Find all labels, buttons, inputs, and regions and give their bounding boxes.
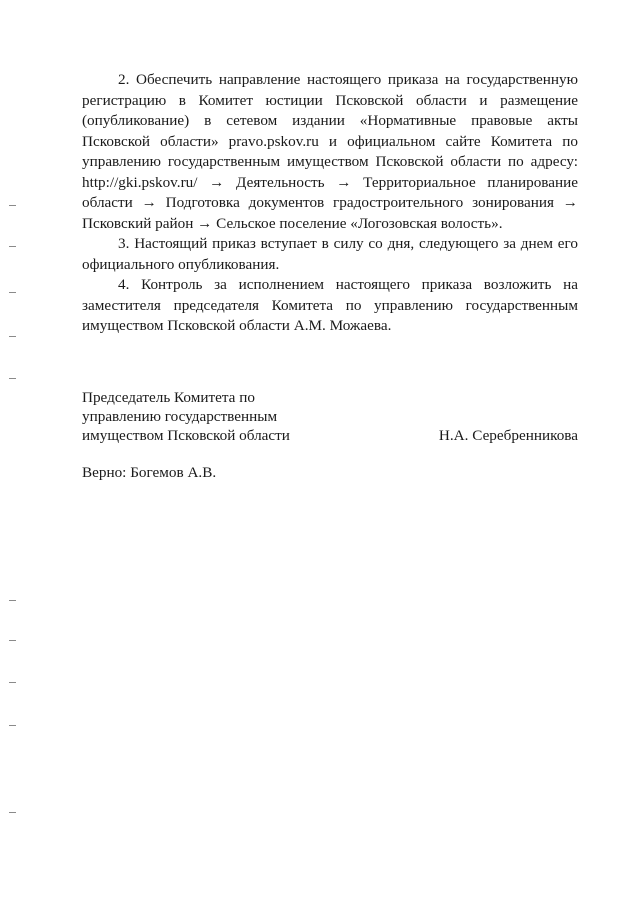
document-body [82,70,578,337]
scan-mark [9,600,16,601]
scan-mark [9,812,16,813]
scan-mark [9,292,16,293]
paragraph-4: 4. Контроль за исполнением настоящего приказа возложить на заместителя председателя Комитета по управлению государственным имуществом Псковской области А.М. Можаева. [82,276,578,334]
signatory-name: Н.А. Серебренникова [438,427,578,444]
signatory-title-line-3: имуществом Псковской области [82,427,290,444]
signatory-title-line-1: Председатель Комитета по [82,389,255,406]
scan-mark [9,725,16,726]
scan-mark [9,378,16,379]
scan-mark [9,640,16,641]
scan-mark [9,246,16,247]
signatory-title-line-2: управлению государственным [82,408,278,425]
paragraph-2: 2. Обеспечить направление настоящего приказа на государственную регистрацию в Комитет юстиции Псковской области и размещение (опубликование) в сетевом издании «Нормативные правовые акты Псковской области» pravo.pskov.ru и официальном сайте Комитета по управлению государственным имуществом Псковской области по адресу: http://gki.pskov.ru/ → Деятельность → Территориальное планирование области → Подготовка документов градостроительного зонирования → Псковский район → Сельское поселение «Логозовская волость». [82,71,578,232]
scan-mark [9,336,16,337]
scan-mark [9,205,16,206]
signature-block [82,388,578,445]
scan-mark [9,682,16,683]
verified-by: Верно: Богемов А.В. [82,464,217,481]
paragraph-3: 3. Настоящий приказ вступает в силу со дня, следующего за днем его официального опубликования. [82,235,578,273]
